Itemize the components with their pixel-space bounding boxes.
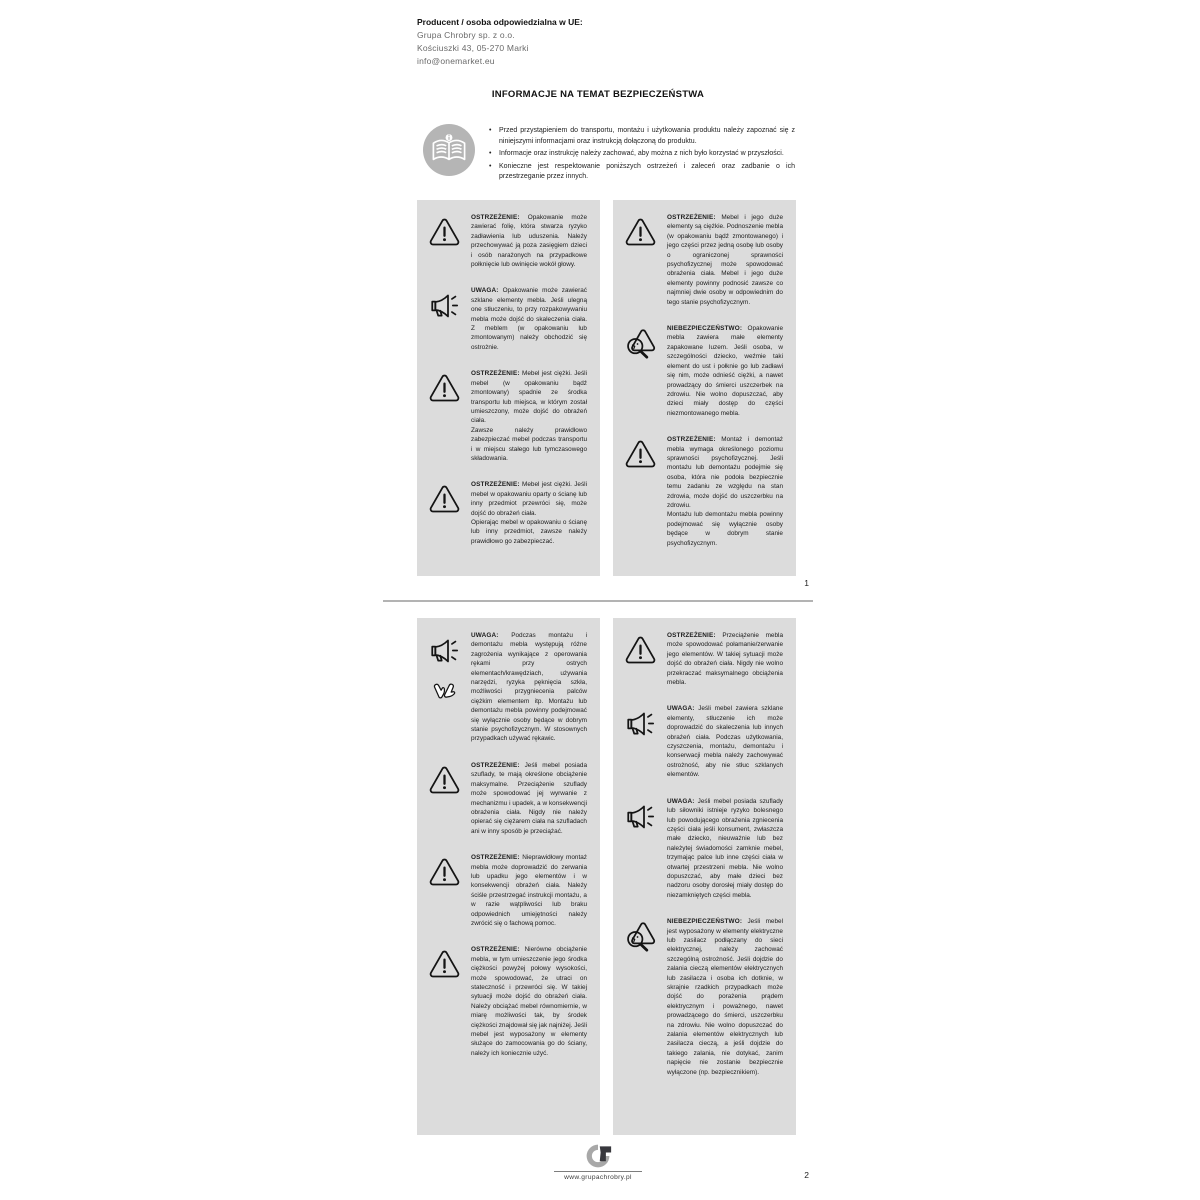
warning-label: NIEBEZPIECZEŃSTWO: (667, 325, 743, 333)
warning-text: NIEBEZPIECZEŃSTWO: Opakowanie mebla zawiera małe elementy zapakowane luzem. Jeśli osoba, w szczególności dziecko, weźmie taki element do ust i połknie go lub zadławi się nim, może odnieść ciężki, a nawet prowadzący do śmierci uszczerbek na zdrowiu. Nie wolno dopuszczać, aby dzieci miały dostęp do części niezmontowanego mebla. (667, 325, 783, 417)
warning-text: OSTRZEŻENIE: Mebel jest ciężki. Jeśli mebel (w opakowaniu bądź zmontowany) spadnie ze środka transportu lub miejsca, w którym został umieszczony, może dojść do obrażeń ciała. Zawsze należy prawidłowo zabezpieczać mebel podczas transportu i w miejscu stałego lub tymczasowego składowania. (471, 370, 587, 462)
warning-box (417, 618, 600, 1135)
warning-entry (417, 369, 600, 463)
producer-company: Grupa Chrobry sp. z o.o. (417, 30, 515, 40)
megaphone-icon (427, 288, 462, 323)
warning-text: OSTRZEŻENIE: Przeciążenie mebla może spowodować połamanie/zerwanie jego elementów. W takiej sytuacji może dojść do obrażeń ciała. Nigdy nie wolno przekraczać maksymalnego obciążenia mebla. (667, 632, 783, 687)
warning-triangle-icon (427, 763, 462, 798)
warning-entry (613, 213, 796, 307)
document-content (383, 0, 813, 1200)
warning-entry (613, 435, 796, 548)
producer-info (417, 16, 583, 68)
warning-text: OSTRZEŻENIE: Mebel jest ciężki. Jeśli mebel w opakowaniu oparty o ścianę lub inny przedmiot przewróci się, może dojść do obrażeń ciała. Opierając mebel w opakowaniu o ścianę lub inny przedmiot, zawsze należy prawidłowo go zabezpieczać. (471, 481, 587, 545)
megaphone-icon (427, 633, 462, 668)
warning-label: OSTRZEŻENIE: (471, 854, 520, 862)
warning-text: OSTRZEŻENIE: Mebel i jego duże elementy są ciężkie. Podnoszenie mebla (w opakowaniu bądź zmontowanego) i jego części przez jedną osobę lub osoby o ograniczonej sprawności psychofizycznej może spowodować obrażenia ciała. Mebel i jego duże elementy powinny podnosić zawsze co najmniej dwie osoby w odpowiednim do tego stanie psychofizycznym. (667, 214, 783, 306)
warning-entry (613, 704, 796, 779)
intro-bullet: • Przed przystąpieniem do transportu, montażu i użytkowania produktu należy zapoznać się z niniejszymi informacjami oraz instrukcją dołączoną do produktu. (489, 126, 795, 147)
warning-triangle-icon (427, 371, 462, 406)
page-number-2: 2 (804, 1170, 809, 1180)
page2-warning-boxes (417, 618, 796, 1135)
megaphone-icon (623, 706, 658, 741)
warning-entry (417, 945, 600, 1058)
footer-url: www.grupachrobry.pl (554, 1171, 642, 1181)
warning-text: UWAGA: Podczas montażu i demontażu mebla występują różne zagrożenia wynikające z operowania rękami przy ostrych elementach/krawędziach, używania narzędzi, ryzyka pęknięcia szkła, możliwości przygniecenia palców ciężkim elementem itp. Montażu lub demontażu mebla powinny podejmować się wyłącznie osoby będące w dobrym stanie psychofizycznym. W stosownych przypadkach używać rękawic. (471, 632, 587, 743)
page-divider (383, 600, 813, 602)
warning-text: OSTRZEŻENIE: Jeśli mebel posiada szuflady, te mają określone obciążenie maksymalne. Przeciążenie szuflady może spowodować jej wyrwanie z mechanizmu i upadek, a w konsekwencji obrażenia ciała. Nigdy nie należy opierać się ciężarem ciała na szufladach ani w inny sposób je przeciążać. (471, 761, 587, 835)
warning-box (613, 618, 796, 1135)
warning-triangle-icon (427, 215, 462, 250)
warning-label: OSTRZEŻENIE: (471, 481, 520, 489)
warning-entry (417, 853, 600, 928)
warning-entry (613, 324, 796, 418)
intro-section (423, 124, 795, 185)
warning-triangle-icon (427, 855, 462, 890)
page-title: INFORMACJE NA TEMAT BEZPIECZEŃSTWA (491, 89, 705, 100)
warning-entry (417, 286, 600, 352)
warning-text: OSTRZEŻENIE: Nieprawidłowy montaż mebla może doprowadzić do zerwania lub upadku jego elementów i w konsekwencji obrażeń ciała. Należy ściśle przestrzegać instrukcji montażu, a w razie wątpliwości lub braku odpowiednich umiejętności należy zwrócić się o fachową pomoc. (471, 854, 588, 927)
warning-entry (417, 480, 600, 546)
warning-text: OSTRZEŻENIE: Opakowanie może zawierać folię, która stwarza ryzyko zadławienia lub uduszenia. Należy przechowywać ją poza zasięgiem dzieci i osób narażonych na przypadkowe połknięcie lub owinięcie wokół głowy. (471, 214, 587, 269)
choking-hazard-magnifier-icon (623, 919, 658, 954)
footer (383, 1142, 813, 1181)
warning-text: OSTRZEŻENIE: Nierówne obciążenie mebla, w tym umieszczenie jego środka ciężkości powyżej połowy wysokości, może spowodować, że utraci on stateczność i przewróci się. W takiej sytuacji może dojść do obrażeń ciała. Należy obciążać mebel równomiernie, w miarę możliwości tak, by środek ciężkości znajdował się jak najniżej. Jeśli mebel jest wyposażony w elementy służące do zamocowania go do ściany, należy ich koniecznie użyć. (471, 946, 587, 1057)
warning-label: UWAGA: (471, 632, 499, 639)
warning-entry (613, 631, 796, 687)
warning-box (613, 200, 796, 576)
warning-label: UWAGA: (667, 705, 695, 713)
warning-label: OSTRZEŻENIE: (471, 370, 520, 378)
producer-email: info@onemarket.eu (417, 56, 495, 66)
warning-text: UWAGA: Jeśli mebel posiada szuflady lub siłowniki istnieje ryzyko bolesnego lub powodującego obrażenia zgniecenia części ciała jeśli konsument, zwłaszcza małe dziecko, nieuważnie lub bez należytej świadomości zamknie mebel, trzymając palce lub inne części ciała w otwartej przestrzeni mebla. Nie wolno dopuszczać, aby małe dzieci bez nadzoru osoby dorosłej miały dostęp do niezamkniętych części mebla. (667, 797, 783, 899)
warning-label: OSTRZEŻENIE: (667, 632, 716, 639)
warning-text: NIEBEZPIECZEŃSTWO: Jeśli mebel jest wyposażony w elementy elektryczne lub zasilacz podłączany do sieci elektrycznej, należy zachować szczególną ostrożność. Jeśli dojdzie do zalania cieczą elementów elektrycznych lub zasilacza i osoba ich dotknie, w skrajnie rzadkich przypadkach może dojść do porażenia prądem elektrycznym i poważnego, nawet prowadzącego do śmierci, uszczerbku na zdrowiu. Nie wolno dopuszczać do zalania elementów elektrycznych lub zasilacza cieczą, a jeśli dojdzie do takiego zalania, nie dotykać, zanim napięcie nie zostanie bezpiecznie wyłączone (np. bezpiecznikiem). (667, 918, 784, 1076)
warning-label: OSTRZEŻENIE: (667, 436, 716, 444)
warning-entry (417, 631, 600, 744)
grupa-chrobry-logo-icon (583, 1142, 613, 1170)
warning-entry (613, 917, 796, 1077)
warning-label: UWAGA: (667, 797, 695, 805)
protective-gloves-icon (430, 677, 459, 706)
warning-label: OSTRZEŻENIE: (471, 946, 520, 954)
warning-text: UWAGA: Opakowanie może zawierać szklane elementy mebla. Jeśli ulegną one stłuczeniu, to przy rozpakowywaniu mebla może dojść do skaleczenia ciała. Z meblem (w opakowaniu lub zmontowanym) należy obchodzić się ostrożnie. (471, 287, 587, 351)
warning-entry (417, 761, 600, 836)
page1-warning-boxes (417, 200, 796, 576)
warning-label: OSTRZEŻENIE: (471, 214, 520, 221)
warning-label: OSTRZEŻENIE: (667, 214, 716, 221)
warning-label: NIEBEZPIECZEŃSTWO: (667, 918, 743, 926)
producer-address: Kościuszki 43, 05-270 Marki (417, 43, 529, 53)
warning-entry (613, 797, 796, 900)
warning-text: UWAGA: Jeśli mebel zawiera szklane elementy, stłuczenie ich może doprowadzić do skaleczenia lub innych obrażeń ciała. Podczas użytkowania, czyszczenia, montażu, demontażu i konserwacji mebla należy zachowywać ostrożność, aby nie stłuc szklanych elementów. (667, 705, 783, 779)
intro-bullet: • Informacje oraz instrukcję należy zachować, aby można z nich było korzystać w przyszłości. (489, 149, 795, 160)
megaphone-icon (623, 799, 658, 834)
warning-box (417, 200, 600, 576)
warning-triangle-icon (623, 633, 658, 668)
intro-bullet-list (485, 126, 795, 185)
warning-text: OSTRZEŻENIE: Montaż i demontaż mebla wymaga określonego poziomu sprawności psychofizycznej. Jeśli montażu lub demontażu podejmie się osoba, która nie podoła bezpiecznie temu zadaniu ze względu na stan zdrowia, może dojść do uszczerbku na zdrowiu. Montażu lub demontażu mebla powinny podejmować się wyłącznie osoby będące w dobrym stanie psychofizycznym. (667, 436, 783, 547)
book-info-icon (423, 124, 475, 176)
producer-label: Producent / osoba odpowiedzialna w UE: (417, 17, 583, 27)
warning-triangle-icon (623, 437, 658, 472)
warning-triangle-icon (623, 215, 658, 250)
warning-label: UWAGA: (471, 287, 499, 295)
choking-hazard-magnifier-icon (623, 326, 658, 361)
warning-label: OSTRZEŻENIE: (471, 761, 520, 769)
warning-triangle-icon (427, 482, 462, 517)
warning-entry (417, 213, 600, 269)
page-number-1: 1 (804, 578, 809, 588)
warning-triangle-icon (427, 947, 462, 982)
intro-bullet: • Konieczne jest respektowanie poniższych ostrzeżeń i zaleceń oraz zadbanie o ich przestrzeganie przez innych. (489, 162, 795, 183)
